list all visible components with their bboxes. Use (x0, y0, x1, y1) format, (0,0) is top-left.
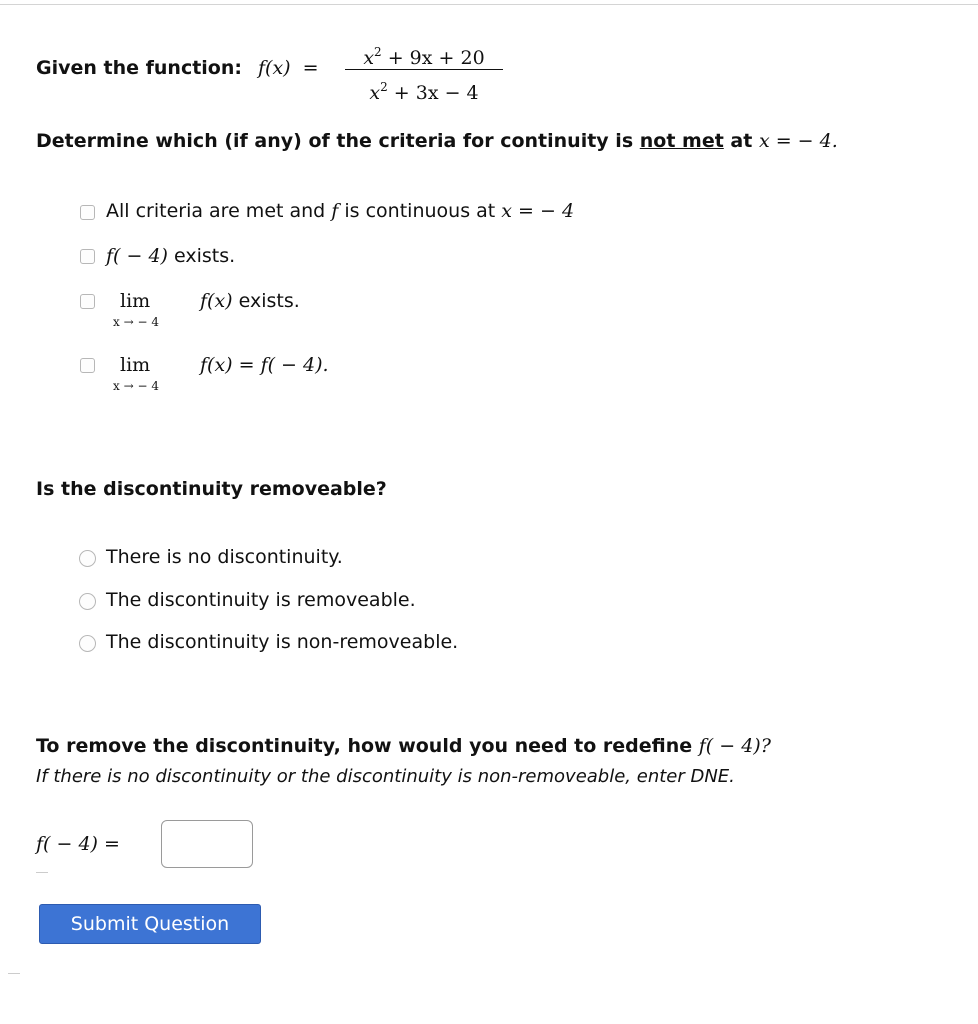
q1-text-before: Determine which (if any) of the criteria for continuity is (36, 130, 640, 152)
opt1-text: All criteria are met and (106, 200, 332, 222)
opt4-math: f(x) = f( − 4). (200, 354, 329, 376)
q1-point: x = − 4. (758, 130, 838, 152)
removeable-radio-2[interactable] (79, 593, 96, 610)
opt1-mid: is continuous at (338, 200, 502, 222)
equals-sign: = (302, 57, 319, 79)
removeable-radio-3[interactable] (79, 635, 96, 652)
removeable-option-3: The discontinuity is non-removeable. (106, 631, 459, 653)
criteria-option-3 (200, 290, 300, 312)
question1-prompt (36, 130, 838, 152)
opt4-lim: lim (120, 354, 151, 376)
opt2-text: exists. (167, 245, 236, 267)
removeable-option-1: There is no discontinuity. (106, 546, 343, 568)
criteria-checkbox-1[interactable] (80, 205, 95, 220)
opt3-lim-sub: x → − 4 (113, 315, 159, 329)
question3-prompt (36, 735, 771, 757)
criteria-option-1 (106, 200, 574, 222)
label-underline-mark (36, 872, 48, 873)
fraction-numerator (345, 38, 503, 69)
denominator-var: x (369, 82, 381, 104)
answer-label: f( − 4) = (36, 833, 120, 855)
given-label: Given the function: (36, 57, 242, 79)
removeable-radio-1[interactable] (79, 550, 96, 567)
denominator-rest: + 3x − 4 (393, 82, 479, 104)
top-divider (0, 4, 978, 5)
numerator-rest: + 9x + 20 (387, 47, 485, 69)
denominator-exp: 2 (380, 80, 388, 94)
criteria-checkbox-4[interactable] (80, 358, 95, 373)
criteria-checkbox-3[interactable] (80, 294, 95, 309)
function-name: f(x) (258, 57, 291, 79)
submit-question-button[interactable]: Submit Question (39, 904, 261, 944)
question2-prompt: Is the discontinuity removeable? (36, 478, 387, 500)
footer-mark (8, 973, 20, 974)
criteria-option-2 (106, 245, 235, 267)
removeable-option-2: The discontinuity is removeable. (106, 589, 416, 611)
opt1-point: x = − 4 (501, 200, 575, 222)
criteria-checkbox-2[interactable] (80, 249, 95, 264)
q3-title-math: f( − 4)? (698, 735, 771, 757)
opt3-math: f(x) (200, 290, 233, 312)
function-fraction (345, 38, 503, 104)
q1-text-after: at (723, 130, 759, 152)
opt1-f: f (331, 200, 339, 222)
fraction-denominator (345, 73, 503, 104)
q3-title-text: To remove the discontinuity, how would you need to redefine (36, 735, 699, 757)
numerator-exp: 2 (374, 45, 382, 59)
answer-input[interactable] (161, 820, 253, 868)
criteria-option-4 (200, 354, 329, 376)
numerator-var: x (363, 47, 375, 69)
opt3-text: exists. (232, 290, 300, 312)
fraction-bar (345, 69, 503, 70)
opt3-lim: lim (120, 290, 151, 312)
q1-underlined: not met (639, 130, 724, 152)
opt4-lim-sub: x → − 4 (113, 379, 159, 393)
question3-hint: If there is no discontinuity or the discontinuity is non-removeable, enter DNE. (36, 766, 735, 787)
function-lhs (258, 57, 319, 79)
opt2-math: f( − 4) (106, 245, 168, 267)
